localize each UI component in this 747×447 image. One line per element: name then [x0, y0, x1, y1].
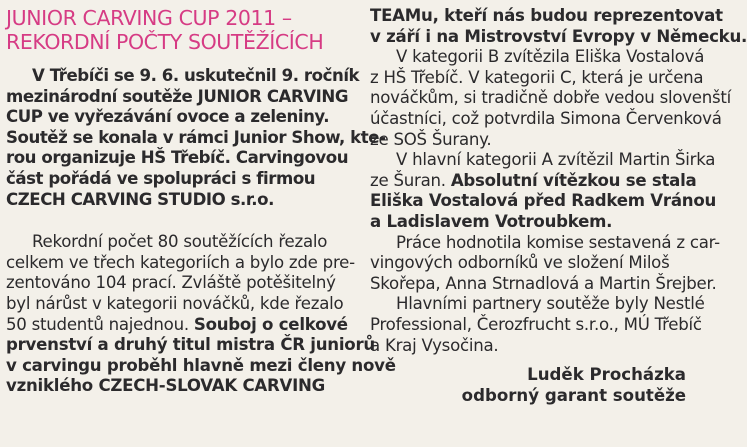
category-b-paragraph — [370, 47, 732, 150]
body-text-bold: Souboj o celkové — [193, 314, 348, 334]
lead-line: část pořádá ve spolupráci s firmou — [6, 168, 316, 188]
continuation-paragraph — [370, 6, 747, 47]
body-line: Hlavními partnery soutěže byly Nestlé — [396, 294, 705, 314]
jury-paragraph — [370, 232, 720, 295]
body-line: Skořepa, Anna Strnadlová a Martin Šrejber. — [370, 273, 717, 293]
body-line: byl nárůst v kategorii nováčků, kde řezalo — [6, 293, 344, 313]
body-line: ze SOŠ Šurany. — [370, 129, 492, 149]
lead-line: CUP ve vyřezávání ovoce a zeleniny. — [6, 107, 330, 127]
body-line-bold: TEAMu, kteří nás budou reprezentovat — [370, 6, 723, 25]
body-line-bold: a Ladislavem Votroubkem. — [370, 211, 613, 231]
title-line-1: JUNIOR CARVING CUP 2011 – — [6, 6, 292, 30]
body-line-bold: Eliška Vostalová před Radkem Vránou — [370, 191, 717, 211]
body-line: Rekordní počet 80 soutěžících řezalo — [32, 232, 328, 252]
signature-block — [370, 364, 688, 406]
body-line-mixed — [370, 170, 697, 192]
body-line: a Kraj Vysočina. — [370, 335, 499, 355]
body-text: 50 studentů najednou. — [6, 314, 194, 334]
body-text: ze Šuran. — [370, 170, 451, 190]
body-line: nováčkům, si tradičně dobře vedou slovenští — [370, 88, 732, 108]
author-name: Luděk Procházka — [527, 365, 686, 385]
category-a-paragraph — [370, 150, 717, 232]
partners-paragraph — [370, 294, 705, 356]
lead-paragraph — [6, 66, 386, 210]
lead-line: rou organizuje HŠ Třebíč. Carvingovou — [6, 148, 349, 168]
body-line: celkem ve třech kategoriích a bylo zde pre- — [6, 252, 355, 272]
body-line: V hlavní kategorii A zvítězil Martin Širka — [396, 150, 716, 170]
lead-line: CZECH CARVING STUDIO s.r.o. — [6, 189, 274, 209]
left-column — [6, 6, 396, 397]
right-column — [370, 6, 747, 406]
body-line-bold: vzniklého CZECH-SLOVAK CARVING — [6, 376, 326, 396]
title-line-2: REKORDNÍ POČTY SOUTĚŽÍCÍCH — [6, 30, 324, 54]
body-line-bold: prvenství a druhý titul mistra ČR juniorů — [6, 335, 375, 355]
body-text-bold: Absolutní vítězkou se stala — [450, 170, 697, 190]
body-paragraph-2 — [6, 232, 396, 397]
body-line: zentováno 104 prací. Zvláště potěšitelný — [6, 273, 336, 293]
lead-line: V Třebíči se 9. 6. uskutečnil 9. ročník — [32, 66, 360, 85]
body-line: z HŠ Třebíč. V kategorii C, která je určena — [370, 67, 704, 87]
author-role: odborný garant soutěže — [461, 386, 686, 406]
article-title — [6, 6, 344, 54]
body-line: Práce hodnotila komise sestavená z car- — [396, 232, 720, 252]
lead-line: mezinárodní soutěže JUNIOR CARVING — [6, 86, 349, 106]
body-line-bold: v září i na Mistrovství Evropy v Německu. — [370, 26, 747, 46]
body-line: účastníci, což potvrdila Simona Červenková — [370, 108, 722, 128]
lead-line: Soutěž se konala v rámci Junior Show, kte- — [6, 127, 386, 147]
body-line: Professional, Čerozfrucht s.r.o., MÚ Třebíč — [370, 314, 702, 334]
body-line-mixed — [6, 314, 348, 336]
body-line: vingových odborníků ve složení Miloš — [370, 253, 670, 273]
body-line: V kategorii B zvítězila Eliška Vostalová — [396, 47, 705, 67]
body-line-bold: v carvingu proběhl hlavně mezi členy nově — [6, 355, 396, 375]
